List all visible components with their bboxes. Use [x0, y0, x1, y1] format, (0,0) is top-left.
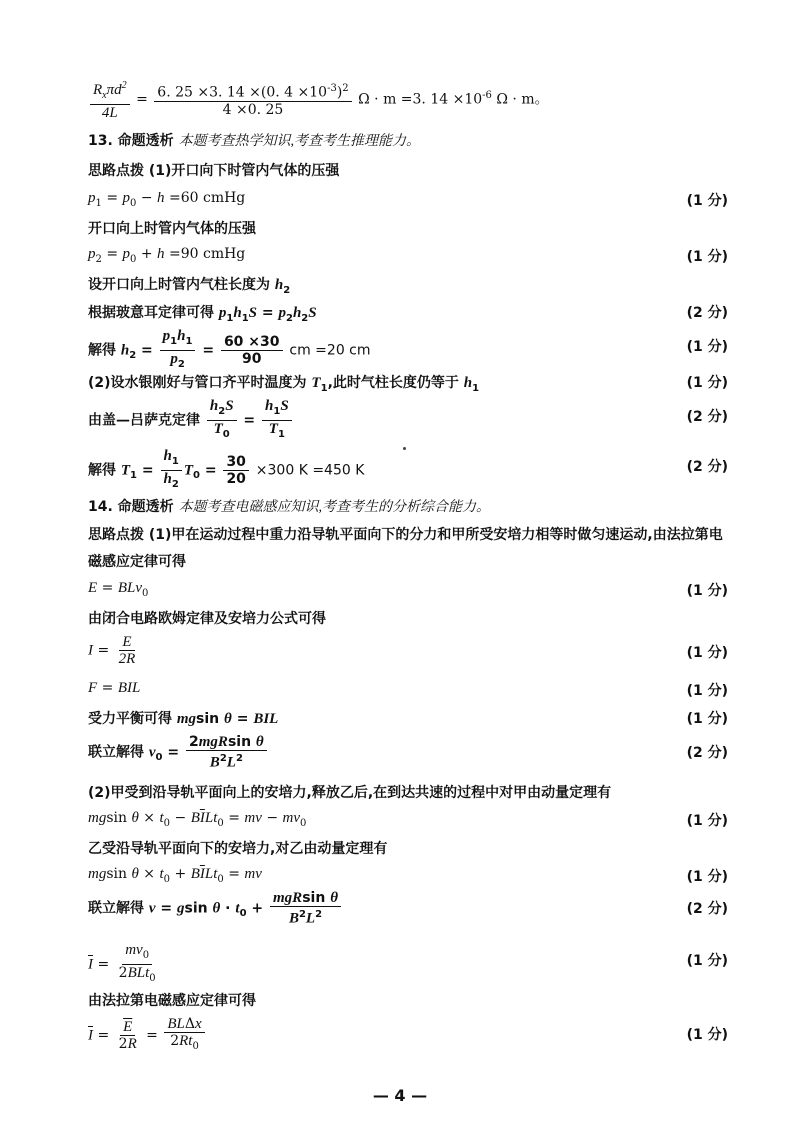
q14-line-3: 受力平衡可得 mgsin θ = BIL (1 分): [88, 711, 728, 727]
q14-line-1b: 磁感应定律可得: [88, 554, 186, 570]
q14-emf: E = BLv$_0$ (1 分): [88, 580, 728, 599]
q13-line-4: 根据玻意耳定律可得 $p_1h_1S = p_2h_2S$ (2 分): [88, 305, 728, 324]
page-number: — 4 —: [372, 1086, 428, 1105]
q14-momentum-a: mgsin $\theta \times t_0 - B\overline{I}Lt_0$ = mv − $mv_0$ (1 分): [88, 810, 728, 829]
q13-line-7: 由盖—吕萨克定律 $\frac{h_2S}{T_0}$ = $\frac{h_1S}{T_1}$ (2 分): [88, 398, 728, 440]
q13-p1: $p_1 = p_0 - h =60$ cmHg (1 分): [88, 190, 728, 209]
q13-line-8: 解得 $T_1$ = $\frac{h_1}{h_2}$ $T_0$ = $\frac{30}{20}$ ×300 K =450 K (2 分): [88, 448, 728, 490]
top-formula: $\frac{R_x\pi d^2}{4L}$ = $\frac{6. 25 \times 3. 14 \times(0. 4 \times 10^{-3})^2}{4 \times 0. 25}$ Ω · m =3. $14 \times 10^{-6}$ Ω · m。: [88, 78, 728, 121]
q13-p2: $p_2 = p_0 + h =90$ cmHg (1 分): [88, 246, 728, 265]
q13-line-2: 开口向上时管内气体的压强: [88, 221, 256, 237]
q14-line-1: 思路点拨 (1)甲在运动过程中重力沿导轨平面向下的分力和甲所受安培力相等时做匀速运动,由法拉第电: [88, 527, 723, 543]
q14-avg-current-2: $\overline{I}$ = $\frac{\overline{E}}{2R}$ = $\frac{\text{BLΔx}}{2Rt_0}$ (1 分): [88, 1016, 728, 1052]
q14-momentum-b: mgsin $\theta \times t_0 + B\overline{I}Lt_0$ = mv (1 分): [88, 866, 728, 885]
q14-force: F = BIL (1 分): [88, 680, 728, 699]
q13-heading: 13. 命题透析 本题考查热学知识,考查考生推理能力。: [88, 133, 421, 149]
q13-line-1: 思路点拨 (1)开口向下时管内气体的压强: [88, 163, 340, 179]
q14-line-4: 联立解得 $v_0$ = $\frac{\text{2mgRsin θ}}{B^2L^2}$ (2 分): [88, 734, 728, 771]
q14-line-6: 乙受沿导轨平面向下的安培力,对乙由动量定理有: [88, 841, 388, 857]
q14-line-5: (2)甲受到沿导轨平面向上的安培力,释放乙后,在到达共速的过程中对甲由动量定理有: [88, 785, 612, 801]
q13-line-5: 解得 $h_2$ = $\frac{p_1h_1}{p_2}$ = $\frac{60 \times 30}{90}$ cm =20 cm (1 分): [88, 328, 728, 370]
q14-line-8: 由法拉第电磁感应定律可得: [88, 993, 256, 1009]
q13-line-3: 设开口向上时管内气柱长度为 $h_2$: [88, 277, 291, 296]
q14-line-7: 联立解得 v = gsin $\theta \cdot t_0$ + $\frac{\text{mgRsin θ}}{B^2L^2}$ (2 分): [88, 890, 728, 927]
q14-line-2: 由闭合电路欧姆定律及安培力公式可得: [88, 611, 326, 627]
q14-heading: 14. 命题透析 本题考查电磁感应知识,考查考生的分析综合能力。: [88, 499, 491, 515]
q13-line-6: (2)设水银刚好与管口齐平时温度为 $T_1$,此时气柱长度仍等于 $h_1$ (1 分): [88, 375, 728, 394]
q14-avg-current: $\overline{I}$ = $\frac{mv_0}{2BLt_0}$ (1 分): [88, 942, 728, 984]
q14-current: I = $\frac{E}{2R}$ (1 分): [88, 634, 728, 667]
